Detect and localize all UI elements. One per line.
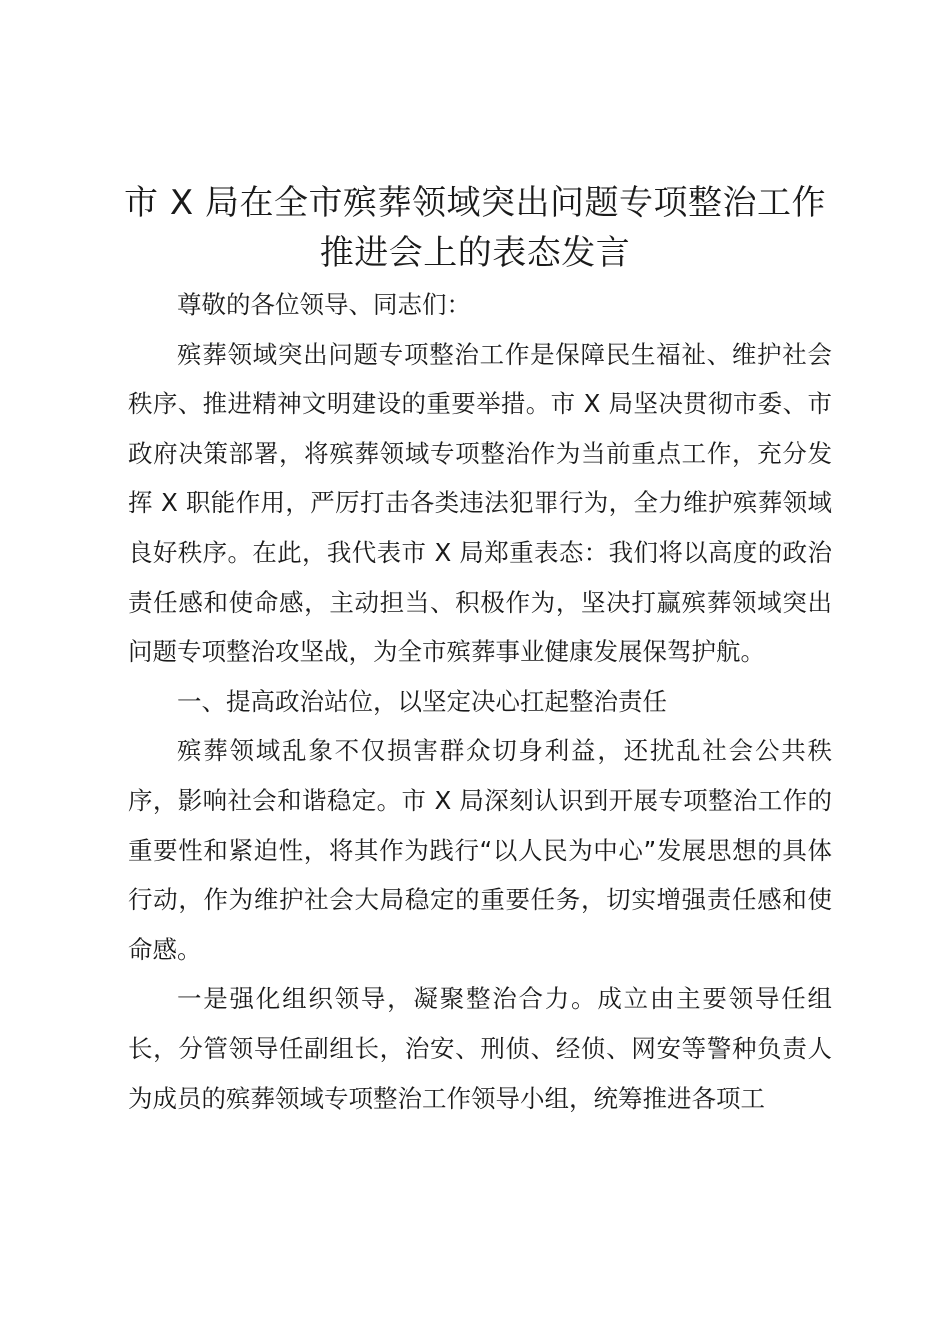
document-title [100,178,850,278]
document-body [128,280,832,1123]
paragraph-item-1: 一是强化组织领导，凝聚整治合力。成立由主要领导任组长，分管领导任副组长，治安、刑侦、经侦、网安等警种负责人为成员的殡葬领域专项整治工作领导小组，统筹推进各项工 [128,984,832,1113]
title-line-2: 推进会上的表态发言 [319,233,631,273]
greeting: 尊敬的各位领导、同志们： [177,290,471,319]
section-heading-1: 一、提高政治站位，以坚定决心扛起整治责任 [177,686,667,716]
paragraph-section-1: 殡葬领域乱象不仅损害群众切身利益，还扰乱社会公共秩序，影响社会和谐稳定。市 X 局深刻认识到开展专项整治工作的重要性和紧迫性，将其作为践行“以人民为中心”发展思想的具体行动，作为维护社会大局稳定的重要任务，切实增强责任感和使命感。 [128,736,832,964]
title-line-1: 市 X 局在全市殡葬领域突出问题专项整治工作 [124,183,826,223]
paragraph-intro: 殡葬领域突出问题专项整治工作是保障民生福祉、维护社会秩序、推进精神文明建设的重要举措。市 X 局坚决贯彻市委、市政府决策部署，将殡葬领域专项整治作为当前重点工作，充分发挥 X 职能作用，严厉打击各类违法犯罪行为，全力维护殡葬领域良好秩序。在此，我代表市 X 局郑重表态：我们将以高度的政治责任感和使命感，主动担当、积极作为，坚决打赢殡葬领域突出问题专项整治攻坚战，为全市殡葬事业健康发展保驾护航。 [128,339,832,667]
